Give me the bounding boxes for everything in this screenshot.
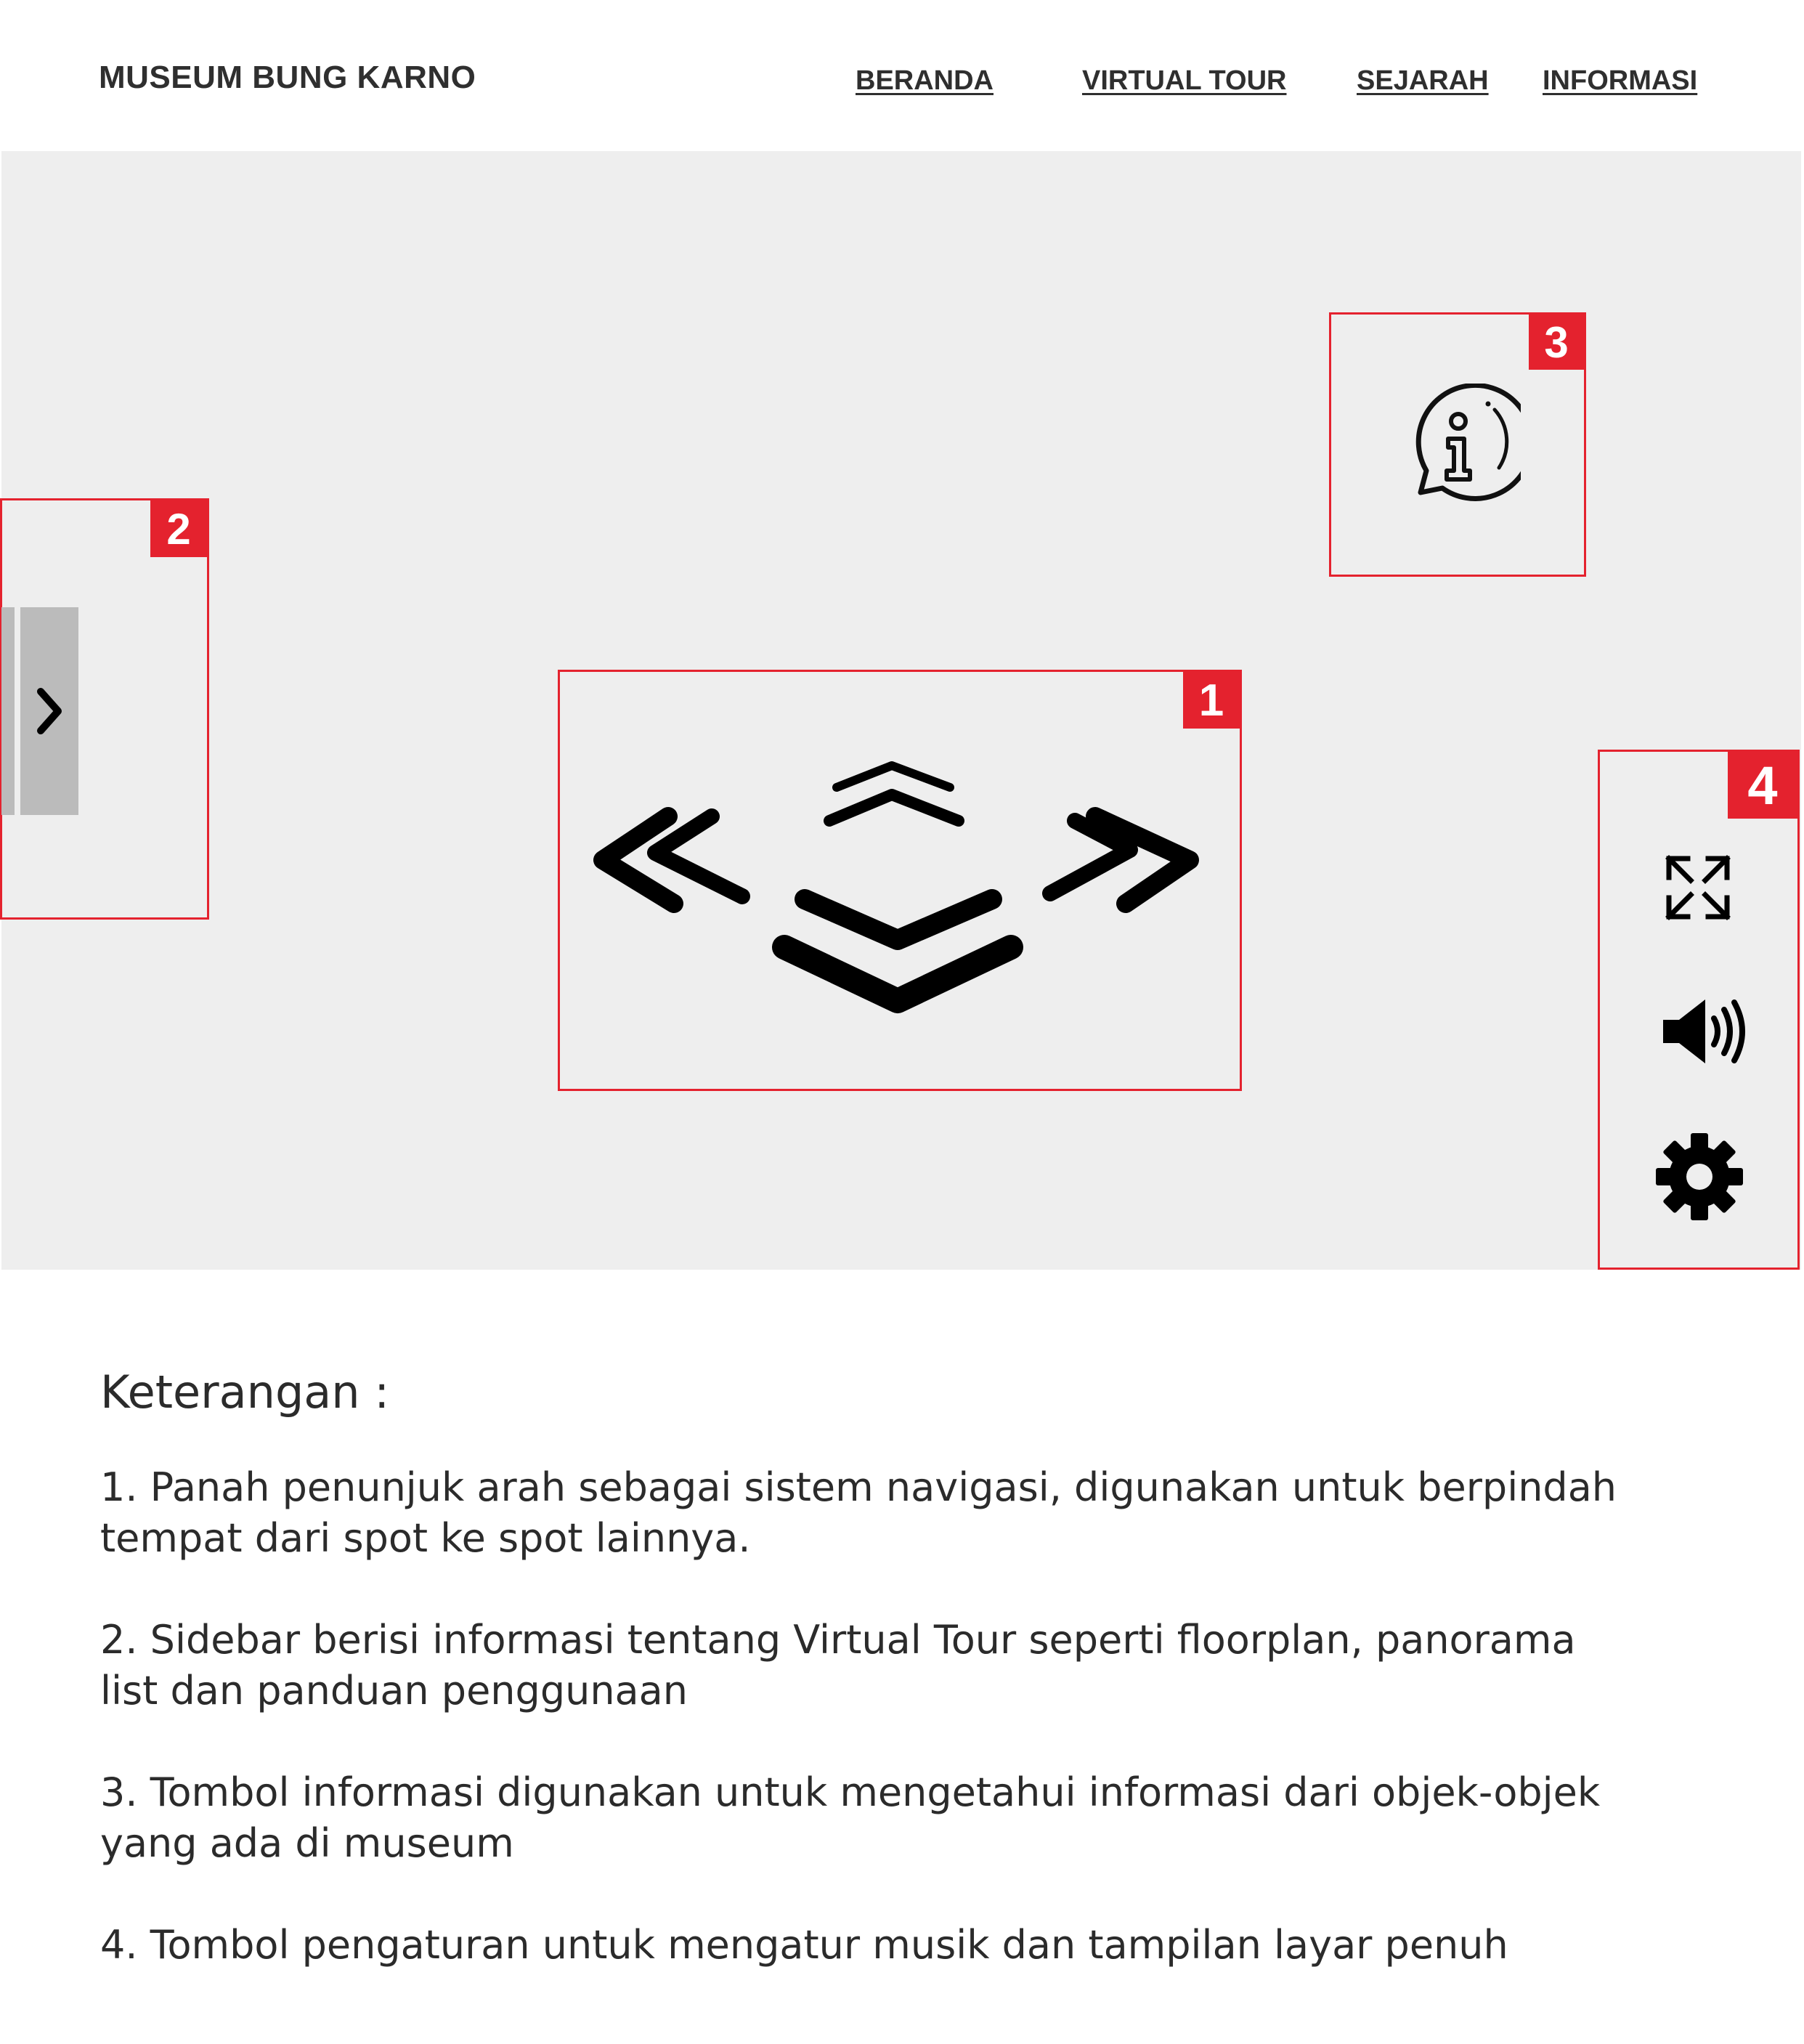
volume-icon[interactable] (1662, 995, 1749, 1068)
gear-icon[interactable] (1654, 1132, 1744, 1222)
nav-beranda[interactable]: BERANDA (856, 65, 994, 96)
sidebar-edge (15, 607, 20, 815)
callout-badge-2: 2 (150, 500, 207, 557)
nav-virtual-tour[interactable]: VIRTUAL TOUR (1082, 65, 1287, 96)
legend-item-1: 1. Panah penunjuk arah sebagai sistem navigasi, digunakan untuk berpindah tempat dari spot ke spot lainnya. (100, 1464, 1617, 1561)
nav-sejarah[interactable]: SEJARAH (1357, 65, 1489, 96)
nav-left-arrow-2[interactable] (655, 816, 742, 896)
callout-badge-3: 3 (1529, 315, 1584, 370)
legend (100, 1366, 1698, 2021)
info-bubble-icon[interactable] (1393, 384, 1521, 508)
fullscreen-icon[interactable] (1662, 851, 1734, 924)
callout-badge-4: 4 (1728, 752, 1797, 819)
callout-badge-1: 1 (1183, 672, 1240, 729)
site-title[interactable]: MUSEUM BUNG KARNO (99, 60, 476, 95)
nav-informasi[interactable]: INFORMASI (1543, 65, 1698, 96)
legend-heading: Keterangan : (100, 1366, 390, 1419)
sidebar-toggle-button[interactable] (1, 607, 78, 815)
legend-item-4: 4. Tombol pengaturan untuk mengatur musik dan tampilan layar penuh (100, 1922, 1508, 1968)
nav-forward-arrow-2[interactable] (837, 766, 950, 787)
legend-item-2: 2. Sidebar berisi informasi tentang Virtual Tour seperti floorplan, panorama list dan panduan penggunaan (100, 1617, 1576, 1714)
legend-item-3: 3. Tombol informasi digunakan untuk mengetahui informasi dari objek-objek yang ada di museum (100, 1769, 1601, 1866)
navigation-arrows-icon (559, 671, 1240, 1090)
nav-backward-arrow-2[interactable] (784, 947, 1011, 1001)
chevron-right-icon (35, 687, 64, 735)
nav-backward-arrow[interactable] (805, 899, 992, 940)
nav-forward-arrow[interactable] (829, 795, 959, 821)
